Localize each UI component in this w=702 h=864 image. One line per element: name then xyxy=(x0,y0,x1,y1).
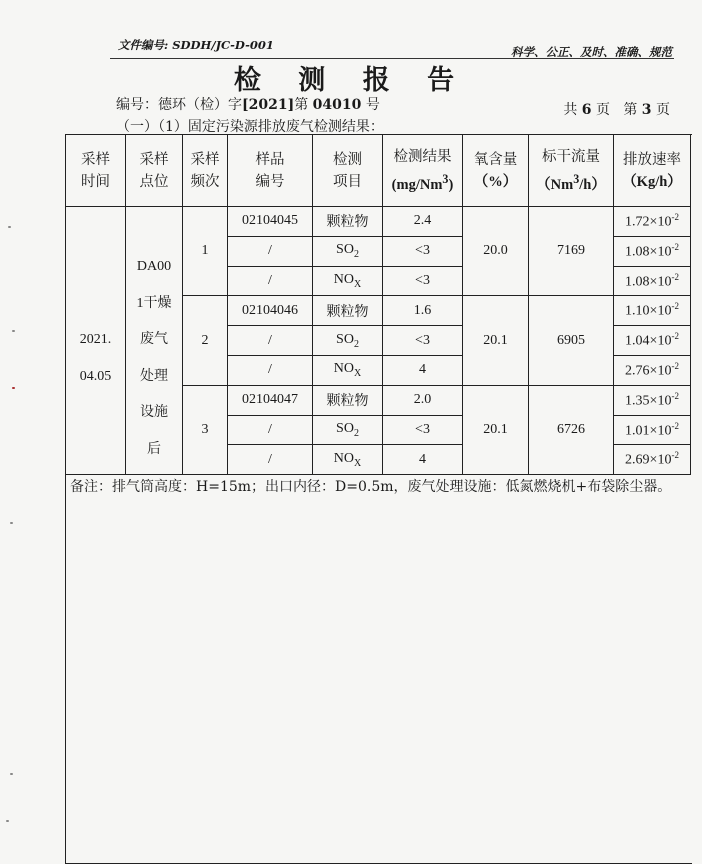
result-cell: <3 xyxy=(383,415,463,445)
item-cell: 颗粒物 xyxy=(313,207,383,237)
section-title: （一）（1）固定污染源排放废气检测结果： xyxy=(116,119,384,135)
page-current-suffix: 页 xyxy=(656,102,670,118)
col-header-oxygen-label: 氧含量 xyxy=(473,151,518,168)
scan-speck xyxy=(10,522,13,524)
sample-cell: / xyxy=(228,445,313,475)
frequency-cell: 2 xyxy=(183,296,228,385)
result-cell: <3 xyxy=(383,266,463,296)
page-total-prefix: 共 xyxy=(563,102,578,118)
col-header-rate-label: 排放速率 xyxy=(623,151,681,168)
result-cell: 4 xyxy=(383,445,463,475)
rate-cell: $1.01\times 10^{-2}$ xyxy=(614,415,691,445)
result-cell: 1.6 xyxy=(383,296,463,326)
col-header-flow-unit: （Nm$^3$/h） xyxy=(536,171,606,193)
sample-cell: / xyxy=(228,415,313,445)
page-total-suffix: 页 xyxy=(595,102,610,118)
sample-cell: / xyxy=(228,266,313,296)
sample-cell: / xyxy=(228,355,313,385)
col-header-sample: 样品 编号 xyxy=(228,135,313,207)
item-cell: $SO_2$ xyxy=(313,236,383,266)
report-number-suffix: 号 xyxy=(365,97,380,113)
page-title: 检 测 报 告 xyxy=(233,65,469,96)
col-header-result-label: 检测结果 xyxy=(393,148,452,165)
rate-cell: $1.10\times 10^{-2}$ xyxy=(614,296,691,326)
sample-cell: 02104047 xyxy=(228,385,313,415)
remarks-note: 备注：排气筒高度：H=15m；出口内径：D=0.5m，废气处理设施：低氮燃烧机+布袋除尘器。 xyxy=(70,479,672,495)
col-header-flow xyxy=(529,135,614,207)
item-cell: $SO_2$ xyxy=(313,326,383,356)
col-header-frequency: 采样 频次 xyxy=(183,135,228,207)
result-cell: <3 xyxy=(383,236,463,266)
page-info xyxy=(563,99,670,119)
col-header-result xyxy=(383,135,463,207)
result-cell: 4 xyxy=(383,355,463,385)
sample-cell: / xyxy=(228,236,313,266)
results-table xyxy=(65,134,691,475)
result-cell: 2.0 xyxy=(383,385,463,415)
rate-cell: $1.04\times 10^{-2}$ xyxy=(614,326,691,356)
report-number xyxy=(116,94,380,114)
col-header-result-unit: (mg/Nm$^3$) xyxy=(391,171,454,193)
col-header-oxygen-unit: （%） xyxy=(473,173,518,190)
sampling-point-cell: DA00 1干燥 废气 处理 设施 后 xyxy=(126,207,183,475)
oxygen-cell: 20.0 xyxy=(463,207,529,296)
item-cell: $NO_X$ xyxy=(313,266,383,296)
sample-cell: 02104046 xyxy=(228,296,313,326)
item-cell: 颗粒物 xyxy=(313,385,383,415)
flow-cell: 6905 xyxy=(529,296,614,385)
page-current: 3 xyxy=(641,102,652,118)
scan-speck xyxy=(8,226,11,228)
page-current-prefix: 第 xyxy=(623,102,638,118)
slogan: 科学、公正、及时、准确、规范 xyxy=(511,45,672,59)
sampling-time-cell: 2021. 04.05 xyxy=(66,207,126,475)
rate-cell: $1.08\times 10^{-2}$ xyxy=(614,236,691,266)
scan-speck xyxy=(12,387,15,389)
col-header-flow-label: 标干流量 xyxy=(542,148,600,165)
sample-cell: / xyxy=(228,326,313,356)
report-number-mid: 第 xyxy=(294,97,309,113)
frequency-cell: 3 xyxy=(183,385,228,474)
rate-cell: $1.08\times 10^{-2}$ xyxy=(614,266,691,296)
oxygen-cell: 20.1 xyxy=(463,296,529,385)
report-number-value: 04010 xyxy=(312,97,362,113)
result-cell: 2.4 xyxy=(383,207,463,237)
col-header-rate xyxy=(614,135,691,207)
item-cell: $NO_X$ xyxy=(313,355,383,385)
scan-speck xyxy=(6,820,9,822)
item-cell: $SO_2$ xyxy=(313,415,383,445)
frequency-cell: 1 xyxy=(183,207,228,296)
page-total: 6 xyxy=(581,102,592,118)
rate-cell: $1.35\times 10^{-2}$ xyxy=(614,385,691,415)
col-header-item: 检测 项目 xyxy=(313,135,383,207)
scan-speck xyxy=(10,773,13,775)
col-header-point: 采样 点位 xyxy=(126,135,183,207)
oxygen-cell: 20.1 xyxy=(463,385,529,474)
col-header-oxygen xyxy=(463,135,529,207)
scan-speck xyxy=(12,330,15,332)
file-number: 文件编号: SDDH/JC-D-001 xyxy=(118,38,274,52)
flow-cell: 6726 xyxy=(529,385,614,474)
col-header-time: 采样 时间 xyxy=(66,135,126,207)
report-number-prefix: 编号：德环（检）字 xyxy=(116,97,242,113)
sample-cell: 02104045 xyxy=(228,207,313,237)
flow-cell: 7169 xyxy=(529,207,614,296)
item-cell: 颗粒物 xyxy=(313,296,383,326)
rate-cell: $2.69\times 10^{-2}$ xyxy=(614,445,691,475)
rate-cell: $1.72\times 10^{-2}$ xyxy=(614,207,691,237)
result-cell: <3 xyxy=(383,326,463,356)
report-number-year: [2021] xyxy=(242,97,295,113)
col-header-rate-unit: （Kg/h） xyxy=(622,173,682,190)
item-cell: $NO_X$ xyxy=(313,445,383,475)
rate-cell: $2.76\times 10^{-2}$ xyxy=(614,355,691,385)
